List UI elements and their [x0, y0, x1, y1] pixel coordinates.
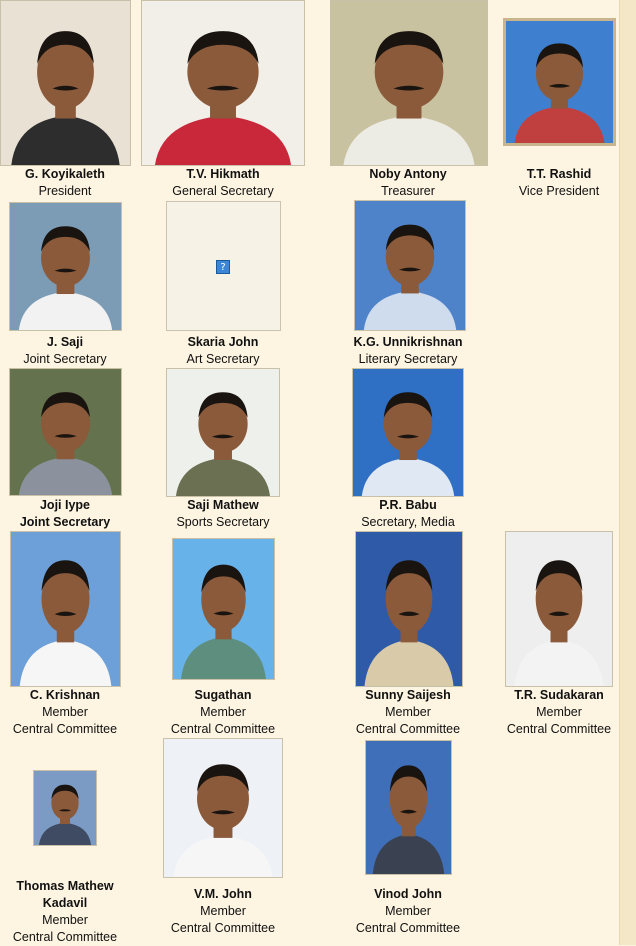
member-name: T.V. Hikmath	[186, 167, 260, 181]
member-name: G. Koyikaleth	[25, 167, 105, 181]
member-role: Secretary, Media	[361, 515, 455, 529]
member-sudakaran	[479, 687, 636, 738]
member-name: Noby Antony	[369, 167, 447, 181]
member-role: Member	[200, 705, 246, 719]
member-name: Vinod John	[374, 887, 442, 901]
member-role: Member	[385, 705, 431, 719]
photo-joji-iype	[9, 368, 122, 496]
page-right-edge	[619, 0, 636, 945]
photo-saji-mathew	[166, 368, 280, 497]
member-c-krishnan	[0, 687, 145, 738]
photo-vinod-john	[365, 740, 452, 875]
member-committee: Central Committee	[170, 722, 276, 736]
portrait-figure	[356, 532, 462, 686]
photo-pr-babu	[352, 368, 464, 497]
member-role: Art Secretary	[186, 352, 260, 366]
photo-sugathan	[172, 538, 275, 680]
member-role: Joint Secretary	[23, 352, 107, 366]
photo-sunny-saijesh	[355, 531, 463, 687]
member-noby-antony	[328, 166, 488, 200]
member-name: P.R. Babu	[379, 498, 437, 512]
member-role: Member	[42, 913, 88, 927]
member-skaria-john	[143, 334, 303, 368]
photo-hikmath	[141, 0, 305, 166]
portrait-figure	[34, 771, 96, 845]
member-role: Member	[385, 904, 431, 918]
member-name: Sugathan	[194, 688, 252, 702]
member-committee: Central Committee	[170, 921, 276, 935]
photo-skaria-john-missing	[166, 201, 281, 331]
photo-thomas-mathew	[33, 770, 97, 846]
broken-image-icon: ?	[216, 260, 230, 274]
member-saji-mathew	[143, 497, 303, 531]
member-koyikaleth	[0, 166, 145, 200]
photo-j-saji	[9, 202, 122, 331]
member-name: T.T. Rashid	[526, 167, 592, 181]
member-name: Thomas Mathew	[16, 879, 114, 893]
member-role: President	[38, 184, 92, 198]
member-role: Joint Secretary	[19, 515, 111, 529]
member-role: Member	[200, 904, 246, 918]
member-name: Saji Mathew	[187, 498, 259, 512]
portrait-figure	[331, 1, 487, 165]
member-role: Member	[42, 705, 88, 719]
portrait-figure	[10, 369, 121, 495]
portrait-figure	[355, 201, 465, 330]
member-pr-babu	[328, 497, 488, 531]
photo-koyikaleth	[0, 0, 131, 166]
member-name: K.G. Unnikrishnan	[353, 335, 463, 349]
member-j-saji	[0, 334, 145, 368]
member-rashid	[479, 166, 636, 200]
portrait-figure	[506, 532, 612, 686]
member-sugathan	[143, 687, 303, 738]
portrait-figure	[173, 539, 274, 679]
photo-unnikrishnan	[354, 200, 466, 331]
member-role: Literary Secretary	[358, 352, 458, 366]
photo-noby-antony	[330, 0, 488, 166]
portrait-figure	[353, 369, 463, 496]
member-hikmath	[143, 166, 303, 200]
member-role: Vice President	[518, 184, 600, 198]
portrait-figure	[142, 1, 304, 165]
portrait-figure	[164, 739, 282, 877]
member-name: Skaria John	[187, 335, 259, 349]
portrait-figure	[10, 203, 121, 330]
member-joji-iype	[0, 497, 145, 531]
member-committee: Central Committee	[355, 722, 461, 736]
member-sunny-saijesh	[328, 687, 488, 738]
photo-rashid	[503, 18, 616, 146]
member-name: C. Krishnan	[29, 688, 101, 702]
member-committee: Central Committee	[355, 921, 461, 935]
member-vm-john	[143, 886, 303, 937]
member-name: Joji Iype	[39, 498, 91, 512]
member-thomas-mathew	[0, 878, 145, 946]
member-unnikrishnan	[328, 334, 488, 368]
member-role: Treasurer	[381, 184, 435, 198]
portrait-figure	[506, 21, 613, 143]
member-role: Sports Secretary	[176, 515, 270, 529]
member-role: Member	[536, 705, 582, 719]
member-committee: Central Committee	[506, 722, 612, 736]
photo-vm-john	[163, 738, 283, 878]
portrait-figure	[167, 369, 279, 496]
photo-sudakaran	[505, 531, 613, 687]
member-name: V.M. John	[194, 887, 252, 901]
member-committee: Central Committee	[12, 930, 118, 944]
member-committee: Central Committee	[12, 722, 118, 736]
portrait-figure	[11, 532, 120, 686]
member-name: J. Saji	[46, 335, 84, 349]
member-name: T.R. Sudakaran	[514, 688, 604, 702]
member-name-line2: Kadavil	[42, 896, 88, 910]
member-vinod-john	[328, 886, 488, 937]
portrait-figure	[366, 741, 451, 874]
portrait-figure	[1, 1, 130, 165]
member-name: Sunny Saijesh	[365, 688, 451, 702]
photo-c-krishnan	[10, 531, 121, 687]
member-role: General Secretary	[172, 184, 274, 198]
